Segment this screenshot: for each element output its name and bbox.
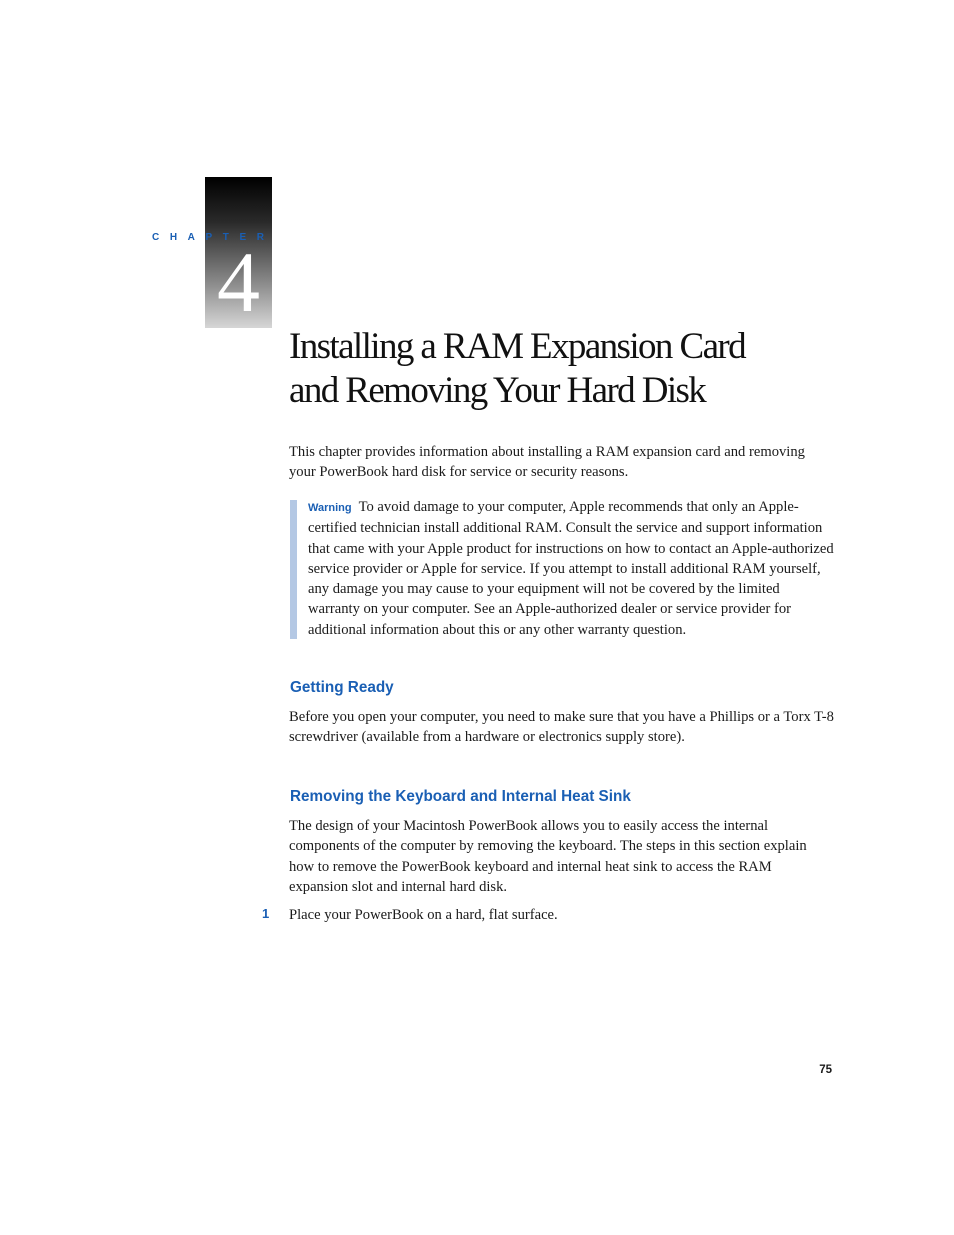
warning-bar [290,500,297,639]
section-heading-removing-keyboard: Removing the Keyboard and Internal Heat Sink [290,788,631,805]
warning-label: Warning [308,502,352,514]
warning-paragraph [308,497,835,640]
warning-callout [290,500,835,639]
chapter-number: 4 [217,234,260,328]
chapter-label: CHAPTER [152,232,275,243]
warning-text: To avoid damage to your computer, Apple recommends that only an Apple-certified technician install additional RAM. Consult the service and support information that came with your Apple product for instructions on how to contact an Apple-authorized service provider or Apple for service. If you attempt to install additional RAM yourself, any damage you may cause to your equipment will not be covered by the limited warranty on your computer. See an Apple-authorized dealer or service provider for additional information about this or any other warranty question. [308,499,834,638]
chapter-title-line-2: and Removing Your Hard Disk [289,370,706,411]
page-number: 75 [819,1064,832,1076]
section-heading-getting-ready: Getting Ready [290,679,394,696]
chapter-number-block [205,177,272,328]
intro-paragraph: This chapter provides information about installing a RAM expansion card and removing your PowerBook hard disk for service or security reasons. [289,444,805,481]
step-number: 1 [262,906,270,921]
chapter-title-line-1: Installing a RAM Expansion Card [289,326,746,367]
getting-ready-paragraph: Before you open your computer, you need to make sure that you have a Phillips or a Torx T-8 screwdriver (available from a hardware or electronics supply store). [289,709,834,746]
removing-keyboard-paragraph: The design of your Macintosh PowerBook allows you to easily access the internal components of the computer by removing the keyboard. The steps in this section explain how to remove the PowerBook keyboard and internal heat sink to access the RAM expansion slot and internal hard disk. [289,818,807,895]
step-text: Place your PowerBook on a hard, flat surface. [289,907,558,923]
chapter-title [289,325,849,413]
